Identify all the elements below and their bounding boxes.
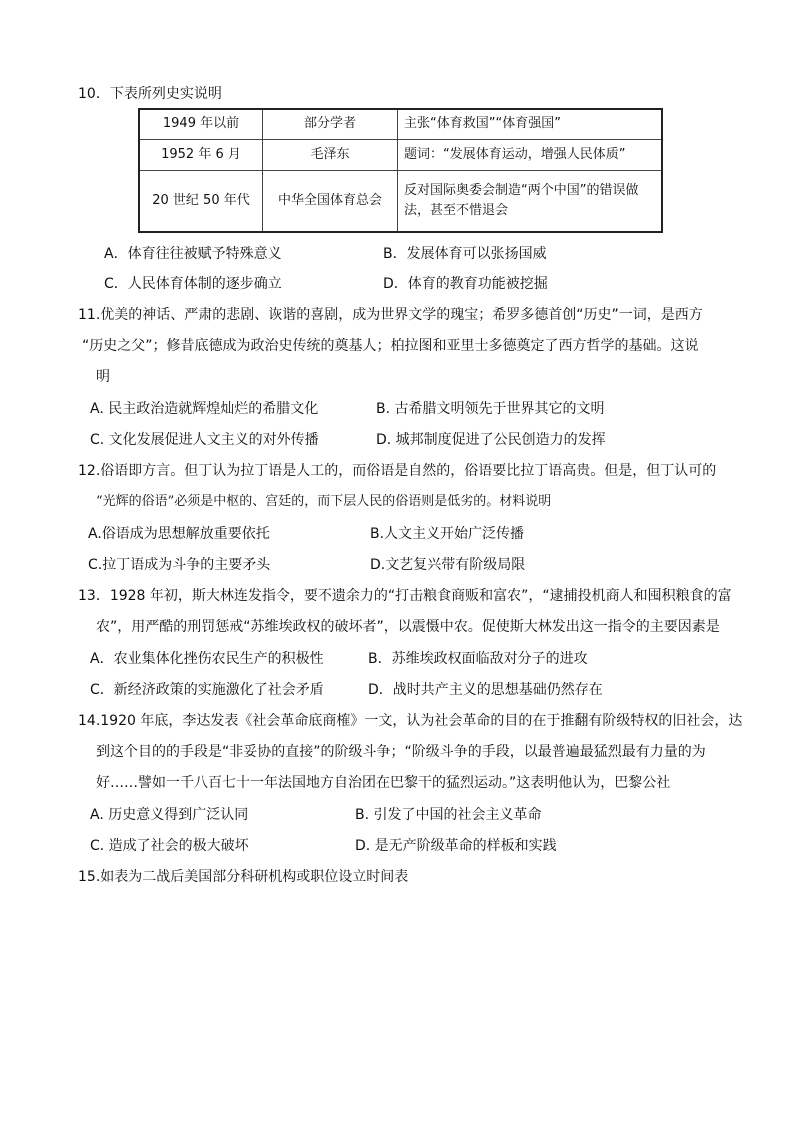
table-cell: 反对国际奥委会制造“两个中国”的错误做法，甚至不惜退会: [398, 170, 663, 232]
q13-stem-line2: 农”，用严酷的刑罚惩戒“苏维埃政权的破坏者”，以震慑中农。促使斯大林发出这一指令的主要因素是: [96, 619, 720, 635]
q12-stem-line2: “光辉的俗语”必须是中枢的、宫廷的，而下层人民的俗语则是低劣的。材料说明: [96, 494, 552, 509]
table-row: [139, 170, 662, 232]
q12-option-a[interactable]: A.俗语成为思想解放重要依托: [88, 526, 270, 542]
q11-option-d[interactable]: D. 城邦制度促进了公民创造力的发挥: [376, 432, 606, 448]
q10-option-a[interactable]: A．体育往往被赋予特殊意义: [104, 246, 282, 262]
q11-stem-line3: 明: [96, 369, 110, 385]
table-cell: 毛泽东: [263, 139, 398, 170]
q13-option-d[interactable]: D．战时共产主义的思想基础仍然存在: [368, 682, 603, 698]
table-cell: 中华全国体育总会: [263, 170, 398, 232]
table-cell: 主张“体育救国”“体育强国”: [398, 109, 663, 139]
q10-table: [138, 108, 663, 233]
table-cell: 部分学者: [263, 109, 398, 139]
q14-option-d[interactable]: D. 是无产阶级革命的样板和实践: [355, 838, 557, 854]
q11-option-a[interactable]: A. 民主政治造就辉煌灿烂的希腊文化: [90, 401, 319, 417]
q10-option-c[interactable]: C．人民体育体制的逐步确立: [104, 276, 282, 292]
q11-option-c[interactable]: C. 文化发展促进人文主义的对外传播: [90, 432, 319, 448]
table-cell: 1952 年 6 月: [139, 139, 263, 170]
q13-option-a[interactable]: A．农业集体化挫伤农民生产的积极性: [90, 651, 324, 667]
q14-option-b[interactable]: B. 引发了中国的社会主义革命: [355, 807, 542, 823]
table-cell: 1949 年以前: [139, 109, 263, 139]
table-row: [139, 139, 662, 170]
q12-stem-line1: 12.俗语即方言。但丁认为拉丁语是人工的，而俗语是自然的，俗语要比拉丁语高贵。但是，但丁认可的: [78, 463, 717, 479]
q10-stem: 10．下表所列史实说明: [78, 86, 222, 102]
q11-stem-line2: “历史之父”；修昔底德成为政治史传统的奠基人；柏拉图和亚里士多德奠定了西方哲学的基础。这说: [82, 338, 699, 354]
q12-option-c[interactable]: C.拉丁语成为斗争的主要矛头: [88, 557, 271, 573]
q11-option-b[interactable]: B. 古希腊文明领先于世界其它的文明: [376, 401, 605, 417]
q14-stem-line1: 14.1920 年底，李达发表《社会革命底商榷》一文，认为社会革命的目的在于推翻有阶级特权的旧社会，达: [78, 713, 743, 729]
q13-option-b[interactable]: B．苏维埃政权面临敌对分子的进攻: [368, 651, 588, 667]
q10-option-d[interactable]: D．体育的教育功能被挖掘: [383, 276, 548, 292]
q12-option-b[interactable]: B.人文主义开始广泛传播: [370, 526, 525, 542]
q14-stem-line3: 好……譬如一千八百七十一年法国地方自治团在巴黎干的猛烈运动。”这表明他认为，巴黎公社: [96, 775, 671, 791]
q10-option-b[interactable]: B．发展体育可以张扬国威: [383, 246, 547, 262]
q14-option-c[interactable]: C. 造成了社会的极大破坏: [90, 838, 249, 854]
q11-stem-line1: 11.优美的神话、严肃的悲剧、诙谐的喜剧，成为世界文学的瑰宝；希罗多德首创“历史”一词，是西方: [78, 307, 703, 323]
q14-stem-line2: 到这个目的的手段是“非妥协的直接”的阶级斗争；“阶级斗争的手段，以最普遍最猛烈最有力量的为: [96, 744, 706, 760]
q12-option-d[interactable]: D.文艺复兴带有阶级局限: [370, 557, 526, 573]
table-cell: 题词：“发展体育运动，增强人民体质”: [398, 139, 663, 170]
table-cell: 20 世纪 50 年代: [139, 170, 263, 232]
table-row: [139, 109, 662, 139]
q13-stem-line1: 13．1928 年初，斯大林连发指令，要不遗余力的“打击粮食商贩和富农”，“逮捕投机商人和囤积粮食的富: [78, 588, 732, 604]
q15-stem: 15.如表为二战后美国部分科研机构或职位设立时间表: [78, 869, 409, 885]
q14-option-a[interactable]: A. 历史意义得到广泛认同: [90, 807, 249, 823]
q13-option-c[interactable]: C．新经济政策的实施激化了社会矛盾: [90, 682, 324, 698]
